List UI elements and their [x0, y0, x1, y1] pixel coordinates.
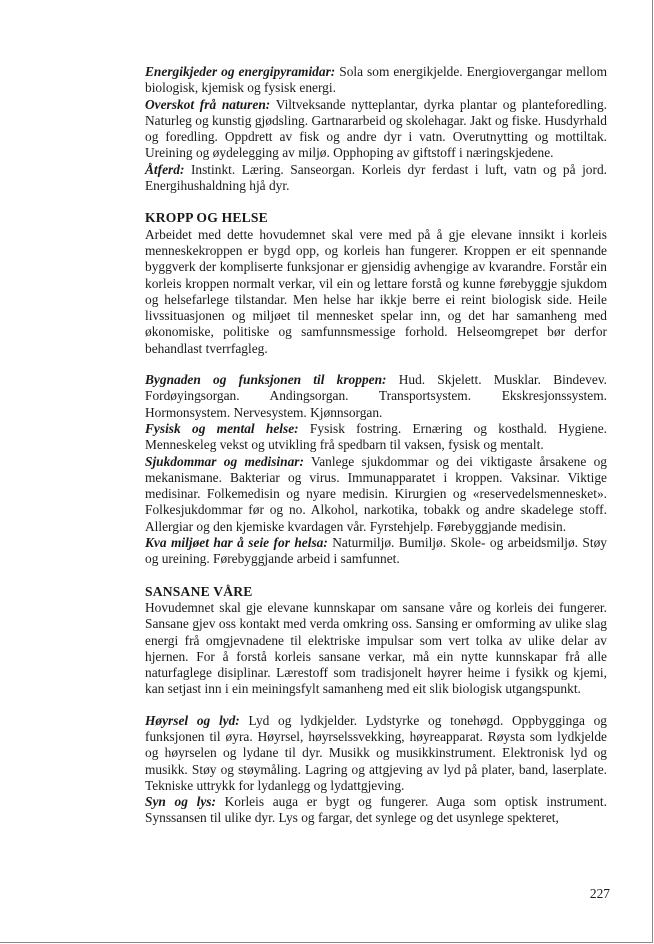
paragraph-body-structure [145, 372, 607, 421]
term-label: Bygnaden og funksjonen til kroppen: [145, 372, 387, 388]
section-heading-body-health: KROPP OG HELSE [145, 210, 268, 226]
page-body [145, 64, 607, 827]
paragraph-sight-light [145, 794, 607, 827]
term-text: Hud. Skjelett. Musklar. Bindevev. Fordøyingsorgan. Andingsorgan. Transportsystem. Ekskresjonssystem. Hormonsystem. Nervesystem. Kjønnsorgan. [145, 372, 607, 420]
term-label: Høyrsel og lyd: [145, 712, 240, 728]
term-text: Lyd og lydkjelder. Lydstyrke og tonehøgd. Oppbygginga og funksjonen til øyra. Høyrsel, høyrselssvekking, høyreapparat. Røysta som lydkjelde og høyrselen og lydane til dyr. Musikk og musikkinstrument. Elektronisk lyd og musikk. Støy og støymåling. Lagring og attgjeving av lyd på plater, band, laserplate. Tekniske uttrykk for lydanlegg og lydattgjeving. [145, 712, 608, 793]
term-text: Korleis auga er bygt og fungerer. Auga som optisk instrument. Synssansen til ulike dyr. Lys og fargar, det synlege og det usynlege spekteret, [145, 794, 607, 826]
term-label: Syn og lys: [145, 794, 216, 810]
section-intro-body-health: Arbeidet med dette hovudemnet skal vere med på å gje elevane innsikt i korleis menneskekroppen er bygd opp, og korleis han fungerer. Kroppen er eit spennande byggverk der kompliserte funksjonar er gjensidig avhengige av kvarandre. Forstår ein korleis kroppen normalt verkar, vil ein og lettare forstå og kunne førebyggje sjukdom og helsefarlege tilstandar. Men helse har ikkje berre ei reint biologisk side. Heile livssituasjonen og miljøet til mennesket spelar inn, og det har samanheng med økonomiske, politiske og samfunnsmessige forhold. Helseomgrepet bør derfor behandlast tverrfagleg. [145, 226, 607, 356]
term-text: Naturmiljø. Bumiljø. Skole- og arbeidsmiljø. Støy og ureining. Førebyggjande arbeid i samfunnet. [145, 535, 607, 567]
term-label: Fysisk og mental helse: [145, 420, 299, 436]
term-text: Viltveksande nytteplantar, dyrka plantar og planteforedling. Naturleg og kunstig gjødsling. Gartnararbeid og skolehagar. Jakt og fiske. Husdyrhald og foredling. Oppdrett av fisk og andre dyr i vatn. Overutnytting og mottiltak. Ureining og øydelegging av miljø. Opphoping av giftstoff i næringskjedene. [145, 96, 608, 161]
paragraph-physical-mental-health [145, 421, 607, 454]
paragraph-behaviour [145, 162, 607, 195]
term-text: Instinkt. Læring. Sanseorgan. Korleis dyr ferdast i luft, vatn og på jord. Energihushaldning hjå dyr. [145, 161, 607, 194]
section-heading-senses: SANSANE VÅRE [145, 583, 253, 599]
term-text: Fysisk fostring. Ernæring og kosthald. Hygiene. Menneskeleg vekst og utvikling frå spedbarn til vaksen, fysisk og mentalt. [145, 420, 607, 453]
page-number: 227 [589, 886, 610, 901]
paragraph-hearing-sound [145, 713, 607, 794]
section-intro-senses: Hovudemnet skal gje elevane kunnskapar om sansane våre og korleis dei fungerer. Sansane gjev oss kontakt med verda omkring oss. Sansing er omforming av ulike slag energi frå omgjevnadene til elektriske impulsar som vert tolka av ulike delar av hjernen. For å forstå korleis sansane verkar, må ein nytte kunnskapar frå alle naturfaglege disiplinar. Lærestoff som tradisjonelt høyrer heime i fysikk og kjemi, kan setjast inn i ein meiningsfylt samanheng med eit slik biologisk utgangspunkt. [145, 599, 607, 697]
paragraph-energy-chains [145, 64, 607, 97]
term-label: Sjukdommar og medisinar: [145, 453, 304, 469]
term-text: Sola som energikjelde. Energiovergangar mellom biologisk, kjemisk og fysisk energi. [145, 64, 607, 96]
paragraph-diseases-medicines [145, 454, 607, 535]
term-text: Vanlege sjukdommar og dei viktigaste årsakene og mekanismane. Bakteriar og virus. Immunapparatet i kroppen. Vaksinar. Viktige medisinar. Folkemedisin og nyare medisin. Kirurgien og «reservedelsmennesket». Folkesjukdommar før og no. Alkohol, narkotika, tobakk og andre skadelege stoff. Allergiar og den kjemiske kvardagen vår. Fyrstehjelp. Førebyggjande medisin. [145, 453, 608, 534]
paragraph-surplus-from-nature [145, 97, 607, 162]
term-label: Åtferd: [145, 161, 185, 177]
term-label: Energikjeder og energipyramidar: [145, 64, 336, 79]
term-label: Overskot frå naturen: [145, 96, 271, 112]
paragraph-environment-health [145, 535, 607, 568]
term-label: Kva miljøet har å seie for helsa: [145, 535, 328, 551]
